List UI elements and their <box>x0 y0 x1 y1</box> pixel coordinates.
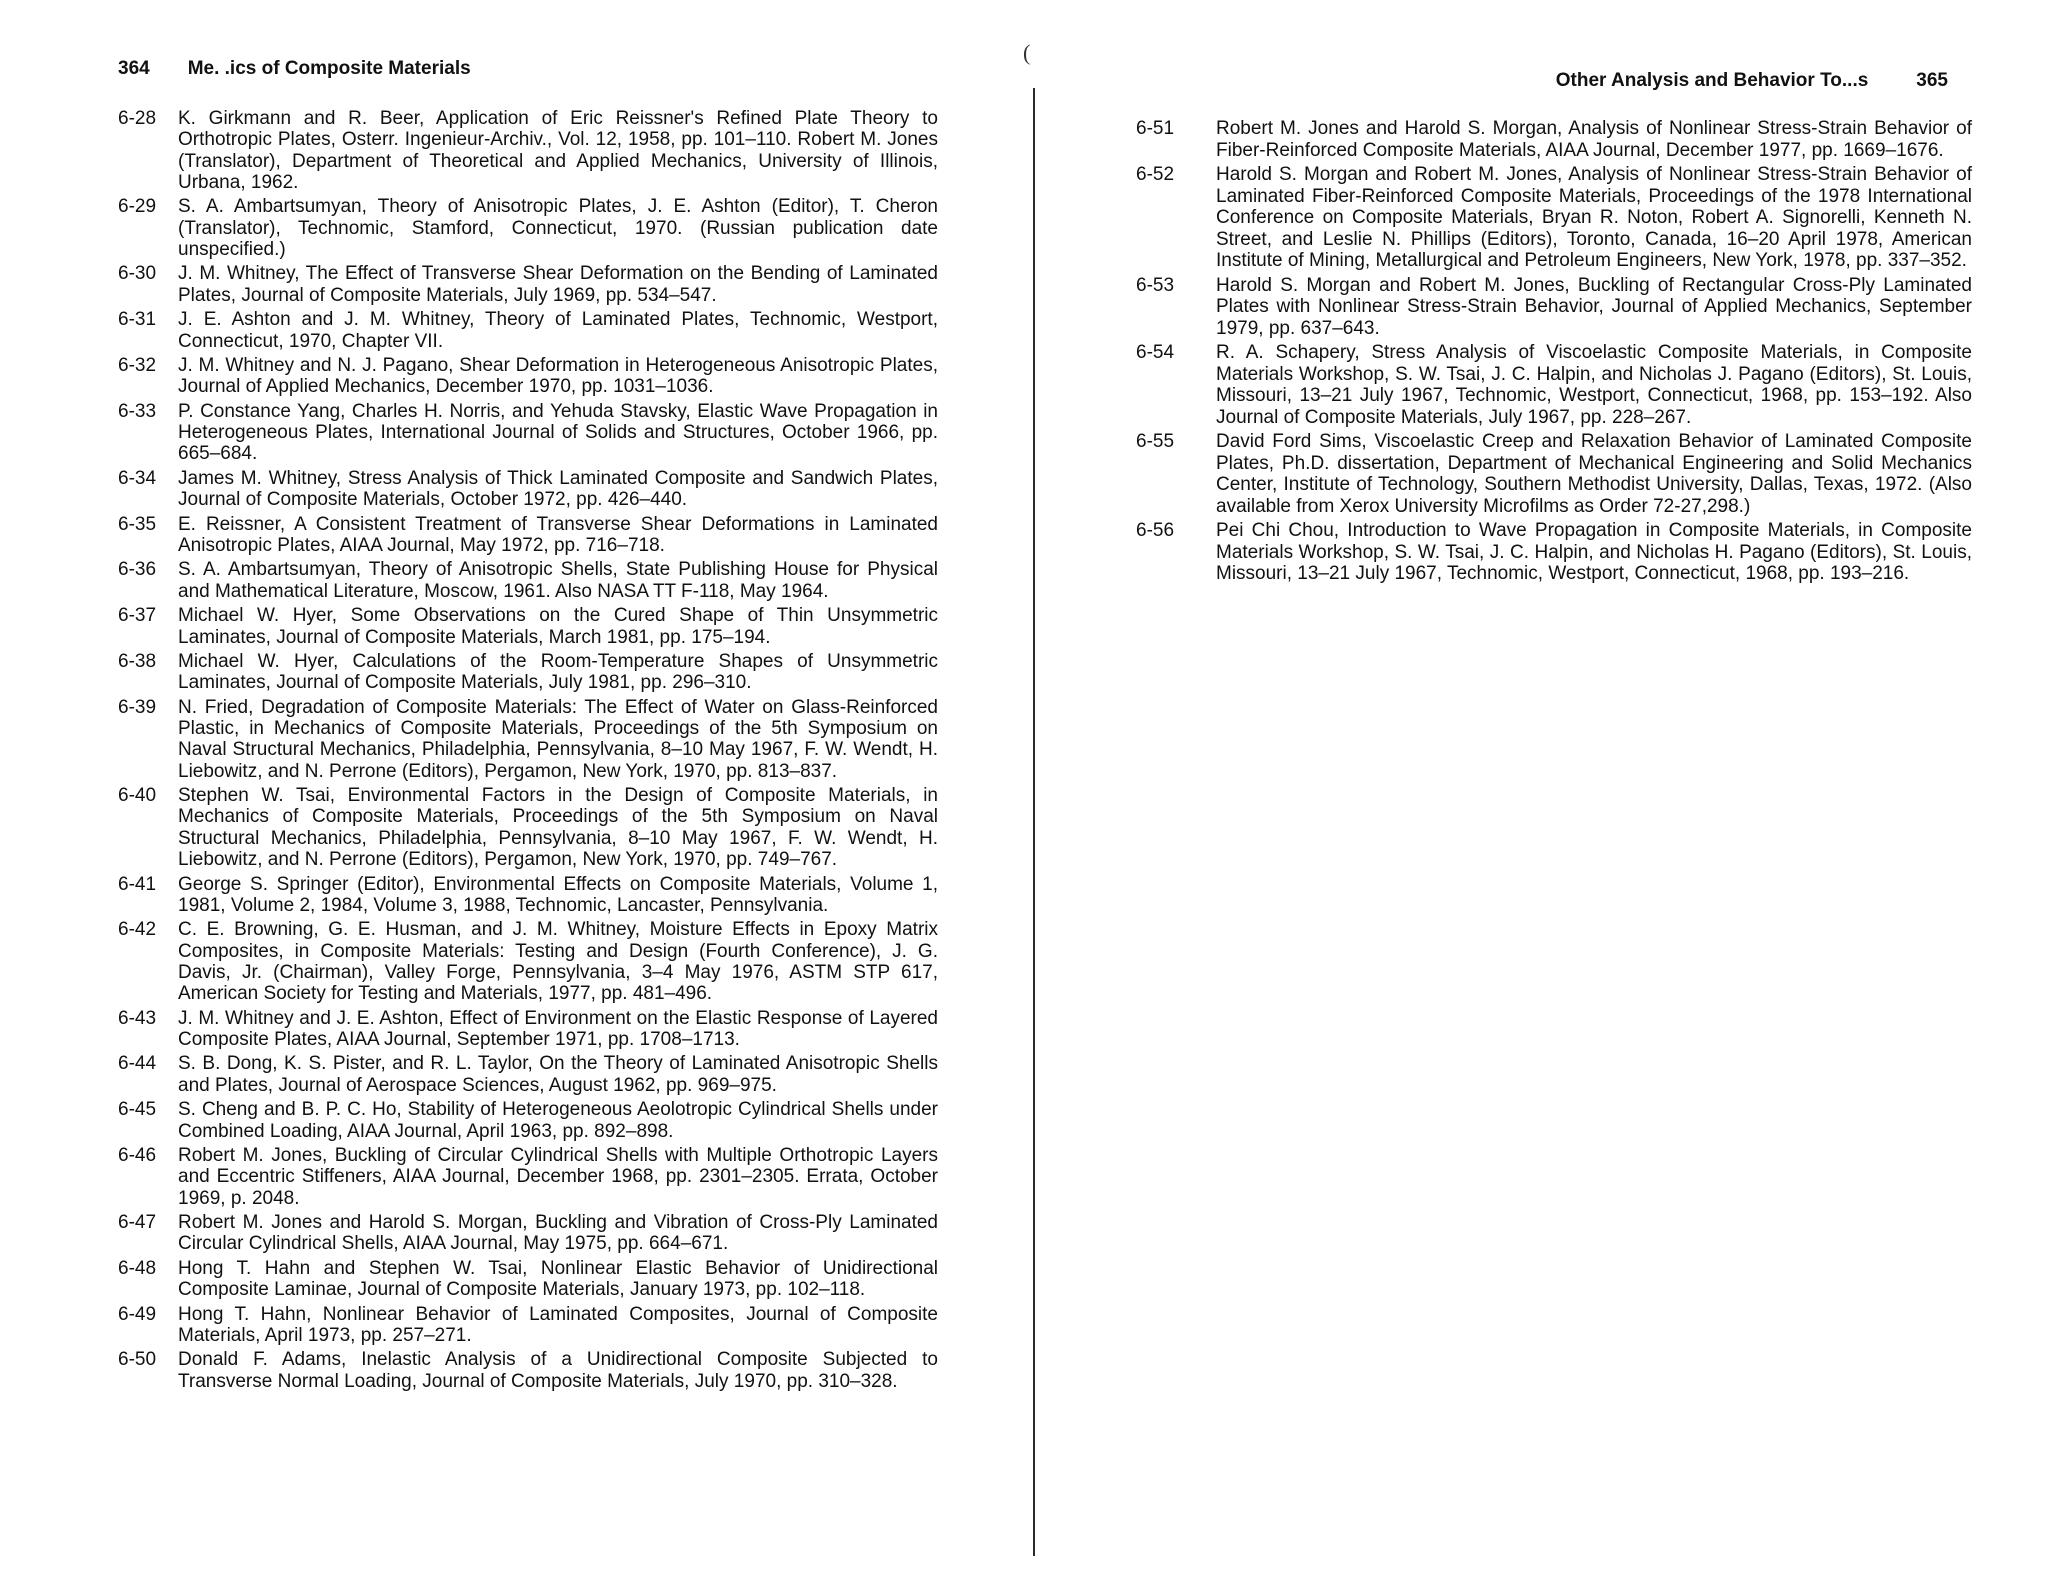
reference-entry <box>118 785 938 870</box>
right-page-header <box>1556 70 1948 92</box>
reference-text: J. M. Whitney and N. J. Pagano, Shear Deformation in Heterogeneous Anisotropic Plates, Journal of Applied Mechanics, December 1970, pp. 1031–1036. <box>178 355 938 398</box>
reference-number: 6-40 <box>118 785 157 807</box>
left-page <box>0 0 1020 1582</box>
reference-number: 6-52 <box>1136 164 1175 185</box>
reference-number: 6-53 <box>1136 274 1175 296</box>
reference-number: 6-30 <box>118 263 157 285</box>
reference-number: 6-36 <box>118 559 157 581</box>
reference-entry <box>118 1349 938 1392</box>
reference-text: N. Fried, Degradation of Composite Materials: The Effect of Water on Glass-Reinforced Plastic, in Mechanics of Composite Materials, Proceedings of the 5th Symposium on Naval Structural Mechanics, Philadelphia, Pennsylvania, 8–10 May 1967, F. W. Wendt, H. Liebowitz, and N. Perrone (Editors), Pergamon, New York, 1970, pp. 813–837. <box>178 696 938 782</box>
reference-text: David Ford Sims, Viscoelastic Creep and Relaxation Behavior of Laminated Composite Plates, Ph.D. dissertation, Department of Mechanical Engineering and Solid Mechanics Center, Institute of Technology, Southern Methodist University, Dallas, Texas, 1972. (Also available from Xerox University Microfilms as Order 72-27,298.) <box>1216 431 1972 517</box>
reference-number: 6-55 <box>1136 431 1175 452</box>
right-running-title: Other Analysis and Behavior To...s <box>1555 70 1869 91</box>
reference-number: 6-32 <box>118 355 157 377</box>
reference-text: Hong T. Hahn and Stephen W. Tsai, Nonlinear Elastic Behavior of Unidirectional Composite Laminae, Journal of Composite Materials, January 1973, pp. 102–118. <box>178 1257 938 1301</box>
reference-entry <box>118 1212 938 1255</box>
reference-entry <box>1136 164 1972 272</box>
reference-number: 6-54 <box>1136 342 1175 363</box>
reference-entry <box>118 605 938 648</box>
left-reference-list <box>118 108 938 1395</box>
reference-entry <box>1136 118 1972 161</box>
reference-number: 6-44 <box>118 1053 157 1075</box>
reference-number: 6-33 <box>118 400 157 422</box>
reference-text: Stephen W. Tsai, Environmental Factors in the Design of Composite Materials, in Mechanics of Composite Materials, Proceedings of the 5th Symposium on Naval Structural Mechanics, Philadelphia, Pennsylvania, 8–10 May 1967, F. W. Wendt, H. Liebowitz, and N. Perrone (Editors), Pergamon, New York, 1970, pp. 749–767. <box>178 785 938 871</box>
right-page-number: 365 <box>1916 70 1948 91</box>
reference-number: 6-47 <box>118 1212 157 1234</box>
reference-number: 6-45 <box>118 1099 157 1121</box>
reference-entry <box>118 468 938 511</box>
reference-entry <box>118 514 938 557</box>
reference-text: J. E. Ashton and J. M. Whitney, Theory of Laminated Plates, Technomic, Westport, Connecticut, 1970, Chapter VII. <box>178 309 938 352</box>
reference-entry <box>118 196 938 260</box>
reference-number: 6-34 <box>118 467 157 489</box>
right-reference-list <box>1136 118 1972 588</box>
reference-entry <box>118 263 938 306</box>
scan-artifact: ( <box>1023 40 1031 65</box>
reference-text: P. Constance Yang, Charles H. Norris, and Yehuda Stavsky, Elastic Wave Propagation in Heterogeneous Plates, International Journal of Solids and Structures, October 1966, pp. 665–684. <box>178 400 938 465</box>
left-page-header <box>118 58 471 80</box>
reference-number: 6-51 <box>1136 118 1175 139</box>
reference-entry <box>118 401 938 465</box>
reference-text: Michael W. Hyer, Some Observations on the Cured Shape of Thin Unsymmetric Laminates, Journal of Composite Materials, March 1981, pp. 175–194. <box>178 605 938 648</box>
reference-text: James M. Whitney, Stress Analysis of Thick Laminated Composite and Sandwich Plates, Journal of Composite Materials, October 1972, pp. 426–440. <box>178 467 938 511</box>
reference-number: 6-28 <box>118 108 157 129</box>
reference-entry <box>118 108 938 193</box>
reference-text: Hong T. Hahn, Nonlinear Behavior of Laminated Composites, Journal of Composite Materials, April 1973, pp. 257–271. <box>178 1303 938 1346</box>
reference-text: Pei Chi Chou, Introduction to Wave Propagation in Composite Materials, in Composite Materials Workshop, S. W. Tsai, J. C. Halpin, and Nicholas H. Pagano (Editors), St. Louis, Missouri, 13–21 July 1967, Technomic, Westport, Connecticut, 1968, pp. 193–216. <box>1216 520 1972 584</box>
reference-text: Robert M. Jones and Harold S. Morgan, Buckling and Vibration of Cross-Ply Laminated Circular Cylindrical Shells, AIAA Journal, May 1975, pp. 664–671. <box>178 1212 938 1255</box>
reference-text: Robert M. Jones, Buckling of Circular Cylindrical Shells with Multiple Orthotropic Layers and Eccentric Stiffeners, AIAA Journal, December 1968, pp. 2301–2305. Errata, October 1969, p. 2048. <box>178 1145 938 1209</box>
reference-number: 6-50 <box>118 1349 157 1371</box>
reference-entry <box>1136 342 1972 428</box>
reference-number: 6-38 <box>118 651 157 672</box>
reference-text: Robert M. Jones and Harold S. Morgan, Analysis of Nonlinear Stress-Strain Behavior of Fiber-Reinforced Composite Materials, AIAA Journal, December 1977, pp. 1669–1676. <box>1216 118 1972 161</box>
reference-entry <box>118 309 938 352</box>
reference-text: E. Reissner, A Consistent Treatment of Transverse Shear Deformations in Laminated Anisotropic Plates, AIAA Journal, May 1972, pp. 716–718. <box>178 513 938 556</box>
reference-entry <box>118 355 938 398</box>
left-page-number: 364 <box>118 58 150 79</box>
reference-entry <box>1136 431 1972 517</box>
reference-number: 6-29 <box>118 196 157 218</box>
reference-entry <box>118 651 938 694</box>
reference-text: J. M. Whitney, The Effect of Transverse Shear Deformation on the Bending of Laminated Plates, Journal of Composite Materials, July 1969, pp. 534–547. <box>178 263 938 306</box>
reference-text: S. A. Ambartsumyan, Theory of Anisotropic Shells, State Publishing House for Physical and Mathematical Literature, Moscow, 1961. Also NASA TT F-118, May 1964. <box>178 559 938 602</box>
reference-number: 6-35 <box>118 513 157 535</box>
reference-text: C. E. Browning, G. E. Husman, and J. M. Whitney, Moisture Effects in Epoxy Matrix Composites, in Composite Materials: Testing and Design (Fourth Conference), J. G. Davis, Jr. (Chairman), Valley Forge, Pennsylvania, 3–4 May 1976, ASTM STP 617, American Society for Testing and Materials, 1977, pp. 481–496. <box>178 919 938 1005</box>
reference-number: 6-43 <box>118 1007 157 1029</box>
reference-text: S. Cheng and B. P. C. Ho, Stability of Heterogeneous Aeolotropic Cylindrical Shells under Combined Loading, AIAA Journal, April 1963, pp. 892–898. <box>178 1099 938 1142</box>
reference-text: Donald F. Adams, Inelastic Analysis of a Unidirectional Composite Subjected to Transverse Normal Loading, Journal of Composite Materials, July 1970, pp. 310–328. <box>178 1349 938 1392</box>
reference-number: 6-37 <box>118 605 157 627</box>
reference-entry <box>118 1304 938 1347</box>
reference-number: 6-56 <box>1136 520 1175 541</box>
reference-number: 6-39 <box>118 696 157 718</box>
reference-number: 6-49 <box>118 1303 157 1325</box>
reference-number: 6-42 <box>118 919 157 941</box>
reference-entry <box>118 1258 938 1301</box>
reference-number: 6-48 <box>118 1257 157 1279</box>
reference-entry <box>1136 520 1972 585</box>
reference-entry <box>118 559 938 602</box>
reference-number: 6-46 <box>118 1145 157 1167</box>
reference-text: S. A. Ambartsumyan, Theory of Anisotropic Plates, J. E. Ashton (Editor), T. Cheron (Translator), Technomic, Stamford, Connecticut, 1970. (Russian publication date unspecified.) <box>178 196 938 260</box>
reference-entry <box>118 1145 938 1209</box>
reference-text: Michael W. Hyer, Calculations of the Room-Temperature Shapes of Unsymmetric Laminates, Journal of Composite Materials, July 1981, pp. 296–310. <box>178 651 938 694</box>
reference-entry <box>1136 275 1972 340</box>
right-page <box>1028 0 2048 1582</box>
reference-entry <box>118 1099 938 1142</box>
reference-text: S. B. Dong, K. S. Pister, and R. L. Taylor, On the Theory of Laminated Anisotropic Shells and Plates, Journal of Aerospace Sciences, August 1962, pp. 969–975. <box>178 1053 938 1096</box>
reference-number: 6-41 <box>118 873 157 895</box>
reference-text: Harold S. Morgan and Robert M. Jones, Buckling of Rectangular Cross-Ply Laminated Plates with Nonlinear Stress-Strain Behavior, Journal of Applied Mechanics, September 1979, pp. 637–643. <box>1216 274 1972 339</box>
reference-entry <box>118 1008 938 1051</box>
reference-entry <box>118 1053 938 1096</box>
reference-entry <box>118 919 938 1004</box>
left-running-title: Me. .ics of Composite Materials <box>187 58 471 79</box>
reference-text: R. A. Schapery, Stress Analysis of Viscoelastic Composite Materials, in Composite Materials Workshop, S. W. Tsai, J. C. Halpin, and Nicholas J. Pagano (Editors), St. Louis, Missouri, 13–21 July 1967, Technomic, Westport, Connecticut, 1968, pp. 153–192. Also Journal of Composite Materials, July 1967, pp. 228–267. <box>1216 342 1972 428</box>
reference-text: K. Girkmann and R. Beer, Application of Eric Reissner's Refined Plate Theory to Orthotropic Plates, Osterr. Ingenieur-Archiv., Vol. 12, 1958, pp. 101–110. Robert M. Jones (Translator), Department of Theoretical and Applied Mechanics, University of Illinois, Urbana, 1962. <box>178 108 938 193</box>
reference-entry <box>118 697 938 782</box>
reference-text: George S. Springer (Editor), Environmental Effects on Composite Materials, Volume 1, 1981, Volume 2, 1984, Volume 3, 1988, Technomic, Lancaster, Pennsylvania. <box>178 873 938 916</box>
reference-entry <box>118 874 938 917</box>
reference-text: Harold S. Morgan and Robert M. Jones, Analysis of Nonlinear Stress-Strain Behavior of Laminated Fiber-Reinforced Composite Materials, Proceedings of the 1978 International Conference on Composite Materials, Bryan R. Noton, Robert A. Signorelli, Kenneth N. Street, and Leslie N. Phillips (Editors), Toronto, Canada, 16–20 April 1978, American Institute of Mining, Metallurgical and Petroleum Engineers, New York, 1978, pp. 337–352. <box>1216 164 1972 271</box>
reference-text: J. M. Whitney and J. E. Ashton, Effect of Environment on the Elastic Response of Layered Composite Plates, AIAA Journal, September 1971, pp. 1708–1713. <box>178 1007 938 1050</box>
reference-number: 6-31 <box>118 309 157 331</box>
